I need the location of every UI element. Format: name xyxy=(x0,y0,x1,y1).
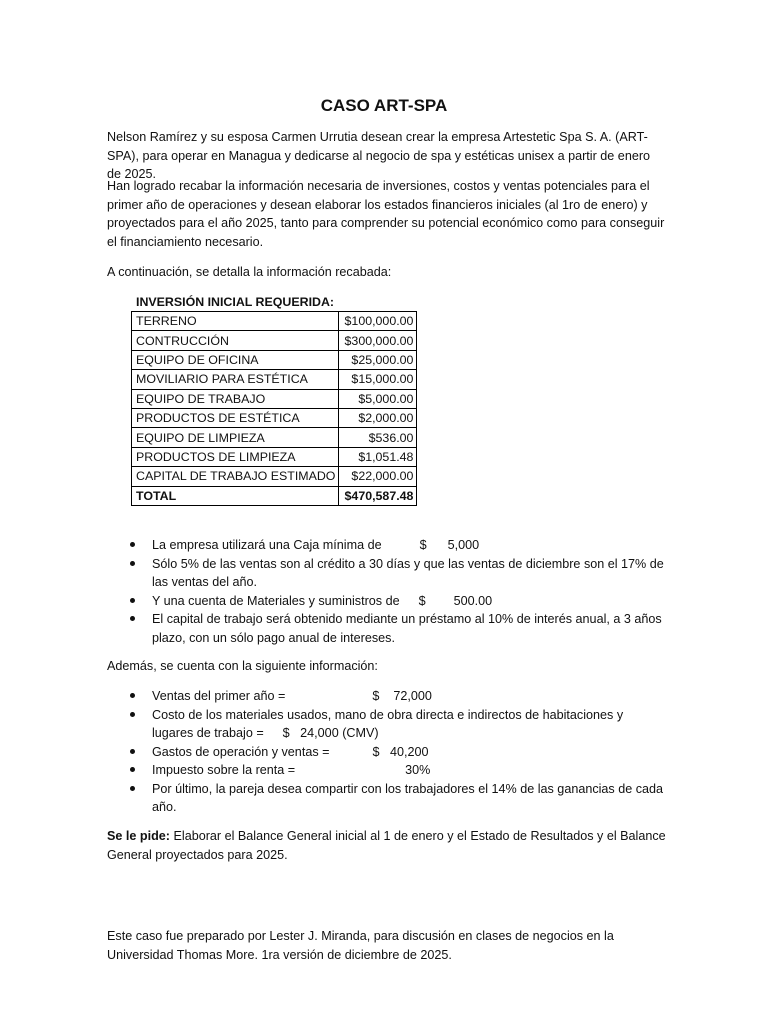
intro-paragraph: Nelson Ramírez y su esposa Carmen Urrutia desean crear la empresa Artestetic Spa S. A. (ART-SPA), para operar en Managua y dedicarse al negocio de spa y estéticas unisex a partir de enero de 2025. xyxy=(107,130,651,181)
row-value: $1,051.48 xyxy=(339,447,417,466)
footer-note: Este caso fue preparado por Lester J. Miranda, para discusión en clases de negocios en la Universidad Thomas More. 1ra versión de diciembre de 2025. xyxy=(107,929,614,962)
context-paragraph: Han logrado recabar la información necesaria de inversiones, costos y ventas potenciales para el primer año de operaciones y desean elaborar los estados financieros iniciales (al 1ro de enero) y proyectados para el año 2025, tanto para comprender su potencial económico como para conseguir el financiamiento necesario. xyxy=(107,179,665,249)
list-item xyxy=(126,610,666,647)
list-item xyxy=(126,592,666,611)
row-label: PRODUCTOS DE LIMPIEZA xyxy=(132,447,339,466)
list-item xyxy=(126,780,666,817)
document-title: CASO ART-SPA xyxy=(320,96,448,115)
list-item xyxy=(126,555,666,592)
total-value: $470,587.48 xyxy=(339,486,417,505)
total-label: TOTAL xyxy=(132,486,339,505)
list-item xyxy=(126,536,666,555)
investment-table xyxy=(131,311,417,506)
details-intro-paragraph: A continuación, se detalla la información recabada: xyxy=(107,265,392,279)
cash-minimum-amount: $ 5,000 xyxy=(419,538,480,552)
row-label: MOVILIARIO PARA ESTÉTICA xyxy=(132,370,339,389)
row-label: CONTRUCCIÓN xyxy=(132,331,339,350)
row-value: $22,000.00 xyxy=(339,467,417,486)
tax-amount: 30% xyxy=(405,763,431,777)
request-paragraph xyxy=(107,827,667,864)
table-row xyxy=(132,350,417,369)
additional-info-paragraph: Además, se cuenta con la siguiente información: xyxy=(107,659,378,673)
loan-text: El capital de trabajo será obtenido mediante un préstamo al 10% de interés anual, a 3 años plazo, con un sólo pago anual de intereses. xyxy=(152,612,662,645)
expenses-text: Gastos de operación y ventas = xyxy=(152,744,330,759)
row-value: $536.00 xyxy=(339,428,417,447)
request-label: Se le pide: xyxy=(107,829,170,843)
row-value: $15,000.00 xyxy=(339,370,417,389)
row-value: $300,000.00 xyxy=(339,331,417,350)
table-row xyxy=(132,370,417,389)
tax-text: Impuesto sobre la renta = xyxy=(152,763,296,777)
table-row xyxy=(132,447,417,466)
row-value: $100,000.00 xyxy=(339,312,417,331)
row-value: $25,000.00 xyxy=(339,350,417,369)
table-row xyxy=(132,312,417,331)
request-text: Elaborar el Balance General inicial al 1 de enero y el Estado de Resultados y el Balance General proyectados para 2025. xyxy=(107,829,666,862)
table-row xyxy=(132,408,417,427)
row-label: EQUIPO DE OFICINA xyxy=(132,350,339,369)
row-label: CAPITAL DE TRABAJO ESTIMADO xyxy=(132,467,339,486)
investment-table-title: INVERSIÓN INICIAL REQUERIDA: xyxy=(136,295,335,309)
row-label: EQUIPO DE LIMPIEZA xyxy=(132,428,339,447)
cost-text: Costo de los materiales usados, mano de obra directa e indirectos de habitaciones y lugares de trabajo = xyxy=(152,707,624,740)
cost-amount: $ 24,000 (CMV) xyxy=(282,726,379,740)
table-total-row xyxy=(132,486,417,505)
list-item xyxy=(126,687,666,706)
row-label: PRODUCTOS DE ESTÉTICA xyxy=(132,408,339,427)
list-item xyxy=(126,706,666,743)
materials-amount: $ 500.00 xyxy=(418,593,493,608)
investment-table-section xyxy=(131,293,417,506)
sales-text: Ventas del primer año = xyxy=(152,689,286,703)
table-row xyxy=(132,467,417,486)
row-label: TERRENO xyxy=(132,312,339,331)
profit-sharing-text: Por último, la pareja desea compartir con los trabajadores el 14% de las ganancias de cada año. xyxy=(152,781,664,814)
table-row xyxy=(132,428,417,447)
conditions-list xyxy=(126,536,666,647)
materials-text: Y una cuenta de Materiales y suministros de xyxy=(152,593,400,608)
row-value: $2,000.00 xyxy=(339,408,417,427)
row-label: EQUIPO DE TRABAJO xyxy=(132,389,339,408)
row-value: $5,000.00 xyxy=(339,389,417,408)
expenses-amount: $ 40,200 xyxy=(372,744,429,759)
cash-minimum-text: La empresa utilizará una Caja mínima de xyxy=(152,538,382,552)
list-item xyxy=(126,761,666,780)
credit-sales-text: Sólo 5% de las ventas son al crédito a 30 días y que las ventas de diciembre son el 17% de las ventas del año. xyxy=(152,556,664,589)
table-row xyxy=(132,331,417,350)
additional-info-list xyxy=(126,687,666,817)
list-item xyxy=(126,743,666,762)
table-row xyxy=(132,389,417,408)
sales-amount: $ 72,000 xyxy=(372,689,432,703)
